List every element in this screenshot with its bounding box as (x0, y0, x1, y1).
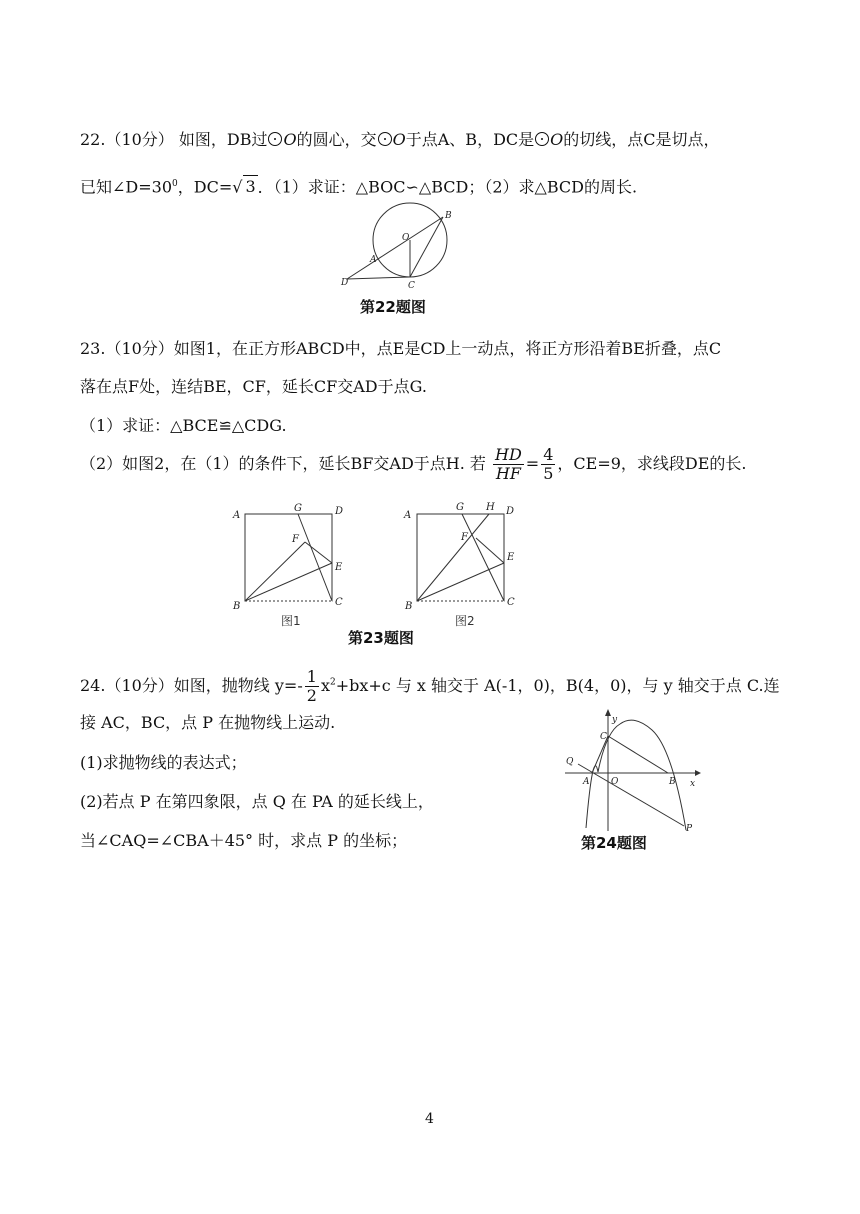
label-c: C (335, 597, 343, 608)
label-d: D (341, 278, 349, 288)
fig1-caption: 图1 (281, 614, 301, 628)
label-h: H (486, 502, 495, 513)
q23-line1: 23.（10分）如图1，在正方形ABCD中，点E是CD上一动点，将正方形沿着BE折叠，点C (80, 339, 722, 358)
label-a: A (370, 255, 377, 265)
label-o: O (402, 233, 410, 243)
label-d: D (335, 506, 344, 517)
line-bh (417, 514, 489, 601)
figure-23-2 (398, 498, 523, 612)
label-a: A (233, 510, 241, 521)
line-be (417, 563, 504, 601)
q22-line2: 已知$\angle D=30^0$，DC=√ 3 ．（1）求证：△BOC∽△BCD；（2）求△BCD的周长. (80, 177, 638, 197)
label-o: O (611, 777, 619, 787)
q24-part1: (1)求抛物线的表达式； (80, 753, 247, 772)
q23-part1: （1）求证：△BCE≌△CDG. (80, 416, 287, 435)
line-fe (305, 542, 332, 563)
figure-24 (560, 706, 710, 836)
label-y: y (612, 715, 618, 725)
q24-line1: 24.（10分）如图，抛物线 y=- $\frac{1}{2}$ $x^2+bx+c$ 与 x 轴交于 A(-1，0)，B(4，0)，与 y 轴交于点 C.连 (80, 667, 780, 705)
label-p: P (686, 824, 693, 834)
q23-part2: （2）如图2，在（1）的条件下，延长BF交AD于点H. 若 $\frac{HD}{HF}$ = $\frac{4}{5}$ ，CE=9，求线段DE的长. (80, 445, 747, 483)
label-e: E (335, 562, 343, 573)
label-a: A (404, 510, 412, 521)
q24-figure-caption: 第24题图 (581, 834, 647, 852)
label-q: Q (566, 757, 574, 767)
q24-part2: (2)若点 P 在第四象限，点 Q 在 PA 的延长线上， (80, 792, 434, 811)
label-x: x (690, 779, 696, 789)
fraction-1-2: $\frac{1}{2}$ (306, 667, 317, 705)
label-a: A (583, 777, 590, 787)
figure-22 (335, 202, 465, 290)
line-bc (410, 217, 443, 277)
line-gc (298, 514, 332, 601)
q22-line1: 22.（10分） 如图，DB过 O的圆心，交 O于点A、B，DC是 O的切线，点C是切点， (80, 130, 720, 149)
label-b: B (233, 601, 241, 612)
line-fe (476, 538, 504, 563)
fraction-4-5: $\frac{4}{5}$ (543, 445, 554, 483)
label-b: B (445, 211, 452, 221)
q24-line2: 接 AC，BC，点 P 在抛物线上运动. (80, 713, 336, 732)
label-d: D (506, 506, 515, 517)
q22-figure-caption: 第22题图 (360, 298, 426, 316)
fraction-hd-hf: $\frac{HD}{HF}$ (495, 445, 522, 483)
label-e: E (507, 552, 515, 563)
label-b: B (405, 601, 413, 612)
line-bc (608, 736, 668, 773)
q23-line2: 落在点F处，连结BE，CF，延长CF交AD于点G. (80, 377, 427, 396)
circle-dot-symbol (268, 132, 282, 146)
line-dc (347, 277, 410, 279)
label-f: F (292, 534, 299, 545)
label-f: F (461, 532, 468, 543)
label-c: C (507, 597, 515, 608)
fig2-caption: 图2 (455, 614, 475, 628)
label-c: C (600, 732, 607, 742)
label-g: G (294, 503, 302, 514)
circle-dot-symbol (535, 132, 549, 146)
line-bf (245, 542, 305, 601)
line-db (347, 217, 443, 279)
circle-dot-symbol (378, 132, 392, 146)
q23-figure-caption: 第23题图 (348, 629, 414, 647)
label-c: C (408, 281, 415, 290)
label-b: B (669, 777, 676, 787)
page-number: 4 (425, 1111, 434, 1127)
label-g: G (456, 502, 464, 513)
q24-part3: 当∠CAQ=∠CBA＋45° 时，求点 P 的坐标； (80, 831, 408, 850)
figure-23-1 (228, 500, 348, 612)
